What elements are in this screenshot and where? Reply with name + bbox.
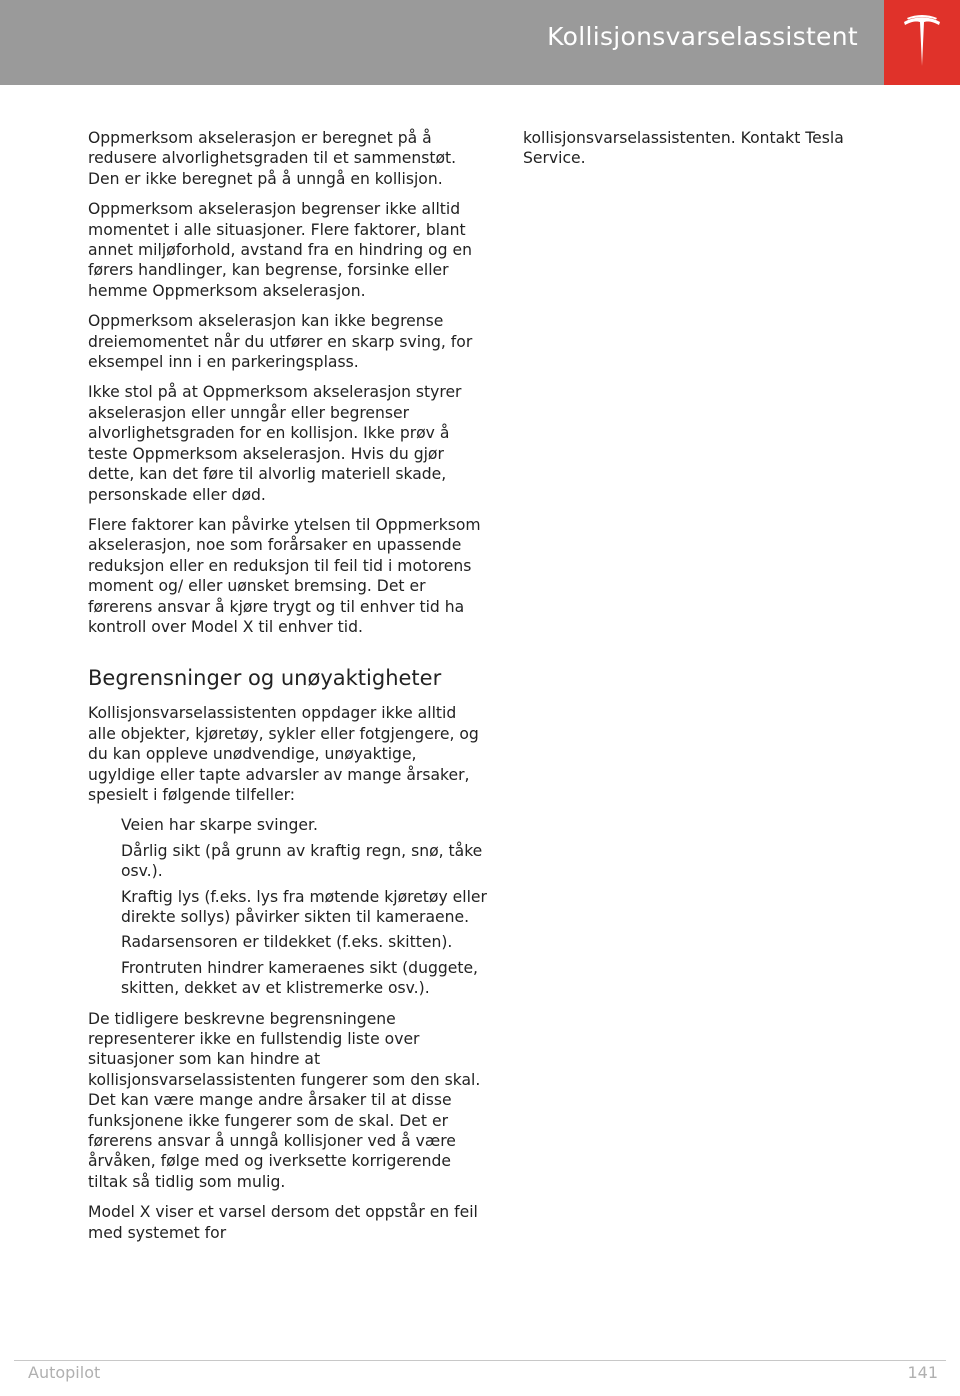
- section-heading: Begrensninger og unøyaktigheter: [88, 666, 442, 691]
- left-column: [88, 128, 488, 1253]
- limitations-list: [88, 815, 488, 998]
- tesla-logo-icon: [884, 0, 960, 85]
- list-item: Veien har skarpe svinger.: [121, 816, 318, 835]
- footer-section: Autopilot: [28, 1363, 101, 1382]
- list-item: Radarsensoren er tildekket (f.eks. skitten).: [121, 933, 453, 952]
- page-number: 141: [907, 1363, 938, 1382]
- footer-divider: [14, 1360, 946, 1361]
- list-item: Dårlig sikt (på grunn av kraftig regn, snø, tåke osv.).: [121, 841, 483, 881]
- paragraph: Ikke stol på at Oppmerksom akselerasjon styrer akselerasjon eller unngår eller begrenser alvorlighetsgraden for en kollisjon. Ikke prøv å teste Oppmerksom akselerasjon. Hvis du gjør dette, kan det føre til alvorlig materiell skade, personskade eller død.: [88, 383, 462, 504]
- list-item: Frontruten hindrer kameraenes sikt (duggete, skitten, dekket av et klistremerke osv.).: [121, 958, 479, 998]
- paragraph: Model X viser et varsel dersom det oppstår en feil med systemet for: [88, 1203, 478, 1242]
- right-column: [523, 128, 883, 179]
- page-title: Kollisjonsvarselassistent: [547, 22, 858, 51]
- page-header: [0, 0, 884, 85]
- paragraph: Oppmerksom akselerasjon begrenser ikke alltid momentet i alle situasjoner. Flere faktorer, blant annet miljøforhold, avstand fra en hindring og en førers handlinger, kan begrense, forsinke eller hemme Oppmerksom akselerasjon.: [88, 200, 472, 300]
- paragraph: Oppmerksom akselerasjon er beregnet på å redusere alvorlighetsgraden til et sammenstøt. Den er ikke beregnet på å unngå en kollisjon.: [88, 129, 457, 188]
- paragraph: Oppmerksom akselerasjon kan ikke begrense dreiemomentet når du utfører en skarp sving, for eksempel inn i en parkeringsplass.: [88, 312, 473, 372]
- paragraph: De tidligere beskrevne begrensningene representerer ikke en fullstendig liste over situasjoner som kan hindre at kollisjonsvarselassistenten fungerer som den skal. Det kan være mange andre årsaker til at disse funksjonene ikke fungerer som de skal. Det er førerens ansvar å unngå kollisjoner ved å være årvåken, følge med og iverksette korrigerende tiltak så tidlig som mulig.: [88, 1009, 481, 1191]
- paragraph: Kollisjonsvarselassistenten oppdager ikke alltid alle objekter, kjøretøy, sykler eller fotgjengere, og du kan oppleve unødvendige, unøyaktige, ugyldige eller tapte advarsler av mange årsaker, spesielt i følgende tilfeller:: [88, 704, 479, 804]
- paragraph: kollisjonsvarselassistenten. Kontakt Tesla Service.: [523, 129, 844, 168]
- list-item: Kraftig lys (f.eks. lys fra møtende kjøretøy eller direkte sollys) påvirker sikten til kameraene.: [121, 887, 487, 926]
- paragraph: Flere faktorer kan påvirke ytelsen til Oppmerksom akselerasjon, noe som forårsaker en upassende reduksjon eller en reduksjon til feil tid i motorens moment og/ eller uønsket bremsing. Det er førerens ansvar å kjøre trygt og til enhver tid ha kontroll over Model X til enhver tid.: [88, 515, 481, 636]
